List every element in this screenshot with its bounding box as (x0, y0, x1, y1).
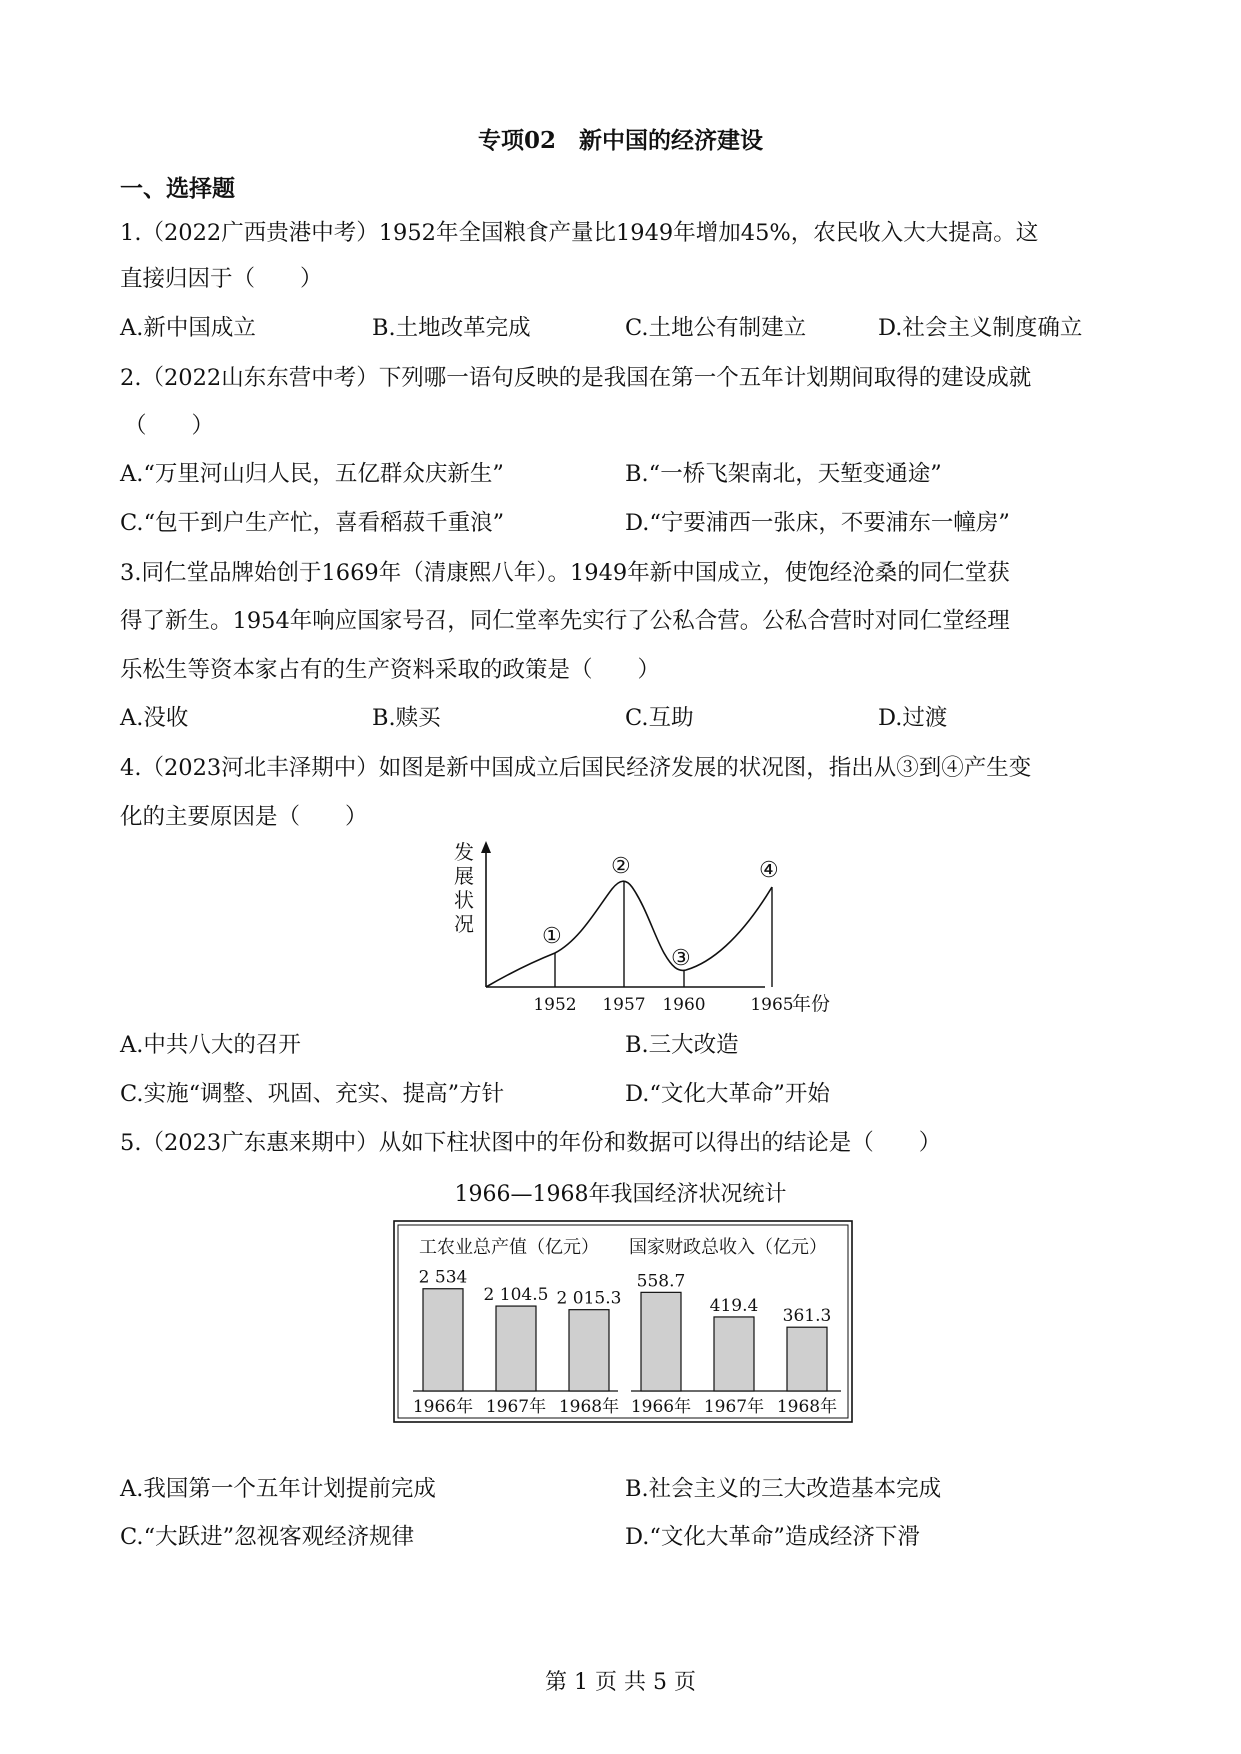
x-tick-1952: 1952 (533, 995, 577, 1015)
q4-line2: 化的主要原因是（ ） (120, 804, 368, 830)
bar-output-1968年 (569, 1310, 609, 1391)
q3-option-a: A.没收 (120, 705, 189, 731)
q3-line2: 得了新生。1954年响应国家号召，同仁堂率先实行了公私合营。公私合营时对同仁堂经理 (120, 608, 1010, 634)
section-heading: 一、选择题 (120, 175, 235, 202)
q4-option-d: D.“文化大革命”开始 (625, 1081, 830, 1107)
q5-line1: 5.（2023广东惠来期中）从如下柱状图中的年份和数据可以得出的结论是（ ） (120, 1130, 942, 1156)
q2-line1: 2.（2022山东东营中考）下列哪一语句反映的是我国在第一个五年计划期间取得的建设成就 (120, 365, 1032, 391)
q5-option-a: A.我国第一个五年计划提前完成 (120, 1476, 436, 1502)
point-label-3: ③ (671, 946, 691, 971)
q2-option-c: C.“包干到户生产忙，喜看稻菽千重浪” (120, 510, 505, 536)
x-tick-1965: 1965 (750, 995, 794, 1015)
y-axis-label-char: 发 (454, 840, 474, 864)
x-tick-1957: 1957 (602, 995, 646, 1015)
bar-value-label: 2 015.3 (556, 1288, 622, 1309)
x-tick-1960: 1960 (662, 995, 706, 1015)
page-footer: 第 1 页 共 5 页 (545, 1670, 696, 1695)
q5-option-d: D.“文化大革命”造成经济下滑 (625, 1524, 920, 1550)
q4-option-c: C.实施“调整、巩固、充实、提高”方针 (120, 1081, 505, 1107)
q1-option-a: A.新中国成立 (120, 315, 256, 341)
q4-option-b: B.三大改造 (625, 1032, 739, 1058)
point-label-1: ① (542, 924, 562, 949)
bar-value-label: 419.4 (709, 1295, 759, 1316)
q3-option-d: D.过渡 (878, 705, 948, 731)
q1-option-c: C.土地公有制建立 (625, 315, 807, 341)
q5-option-b: B.社会主义的三大改造基本完成 (625, 1476, 942, 1502)
bar-revenue-1967年 (714, 1317, 754, 1391)
q1-option-d: D.社会主义制度确立 (878, 315, 1083, 341)
q2-option-d: D.“宁要浦西一张床，不要浦东一幢房” (625, 510, 1010, 536)
bar-output-1966年 (423, 1289, 463, 1391)
q3-option-b: B.赎买 (372, 705, 441, 731)
point-label-4: ④ (759, 858, 779, 883)
bar-output-1967年 (496, 1306, 536, 1391)
bar-chart-title: 1966—1968年我国经济状况统计 (454, 1182, 787, 1207)
q3-line3: 乐松生等资本家占有的生产资料采取的政策是（ ） (120, 657, 661, 683)
q1-line2: 直接归因于（ ） (120, 266, 323, 292)
y-axis-label-char: 况 (454, 912, 474, 936)
x-axis-label: 年份 (792, 993, 831, 1015)
q4-line1: 4.（2023河北丰泽期中）如图是新中国成立后国民经济发展的状况图，指出从③到④产生变 (120, 755, 1032, 781)
y-axis-label-char: 状 (454, 888, 474, 912)
q3-line1: 3.同仁堂品牌始创于1669年（清康熙八年）。1949年新中国成立，使饱经沧桑的同仁堂获 (120, 560, 1010, 586)
q2-option-a: A.“万里河山归人民，五亿群众庆新生” (120, 461, 504, 487)
point-label-2: ② (611, 854, 631, 879)
panel-right-name: 国家财政总收入（亿元） (629, 1237, 827, 1258)
q3-option-c: C.互助 (625, 705, 694, 731)
y-axis-label-char: 展 (454, 864, 474, 888)
bar-category-label: 1967年 (703, 1397, 765, 1417)
bar-value-label: 361.3 (782, 1306, 832, 1327)
q5-option-c: C.“大跃进”忽视客观经济规律 (120, 1524, 415, 1550)
y-axis-arrow (481, 841, 491, 853)
economy-bar-chart (393, 1220, 853, 1423)
q1-line1: 1.（2022广西贵港中考）1952年全国粮食产量比1949年增加45%，农民收入大大提高。这 (120, 220, 1039, 246)
page-title: 专项02 新中国的经济建设 (477, 127, 763, 154)
bar-value-label: 2 534 (418, 1267, 468, 1288)
bar-category-label: 1968年 (776, 1397, 838, 1417)
bar-value-label: 2 104.5 (483, 1285, 549, 1306)
q2-option-b: B.“一桥飞架南北，天堑变通途” (625, 461, 942, 487)
q4-option-a: A.中共八大的召开 (120, 1032, 301, 1058)
bar-category-label: 1967年 (485, 1397, 547, 1417)
bar-category-label: 1966年 (630, 1397, 692, 1417)
q2-line2: （ ） (124, 413, 215, 439)
bar-category-label: 1968年 (558, 1397, 620, 1417)
bar-category-label: 1966年 (412, 1397, 474, 1417)
bar-value-label: 558.7 (636, 1271, 686, 1292)
trend-curve (486, 881, 772, 987)
panel-left-name: 工农业总产值（亿元） (419, 1237, 599, 1258)
economy-trend-chart (420, 835, 831, 1015)
bar-revenue-1968年 (787, 1327, 827, 1391)
bar-revenue-1966年 (641, 1292, 681, 1391)
q1-option-b: B.土地改革完成 (372, 315, 531, 341)
